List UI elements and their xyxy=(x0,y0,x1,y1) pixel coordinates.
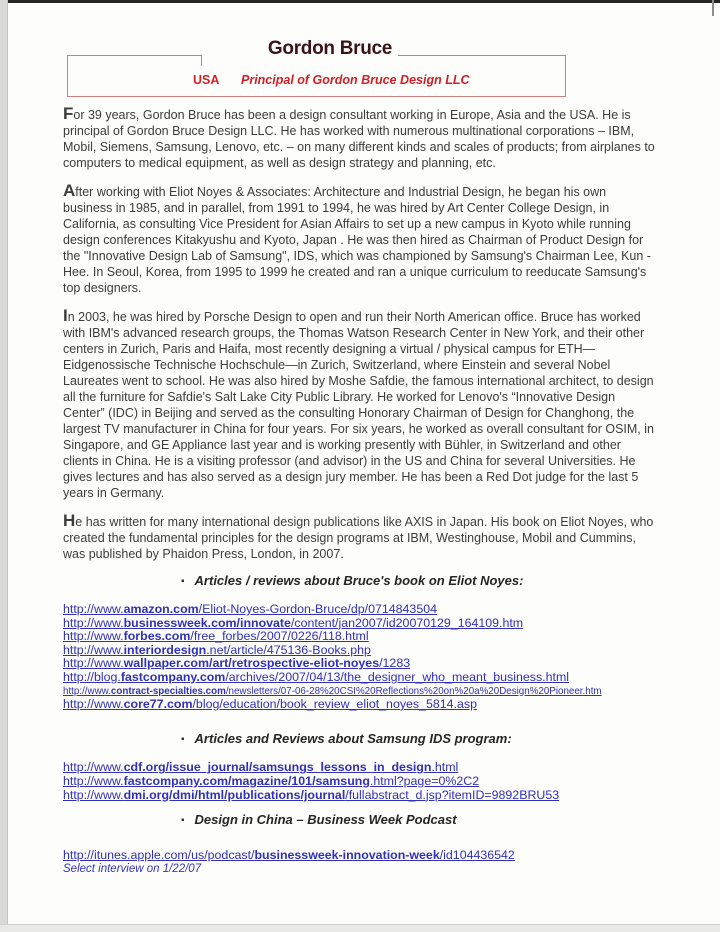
hyperlink[interactable]: http://www.amazon.com/Eliot-Noyes-Gordon-Bruce/dp/0714843504 xyxy=(63,602,437,616)
hyperlink[interactable]: http://www.cdf.org/issue_journal/samsungs_lessons_in_design.html xyxy=(63,760,459,775)
hyperlink[interactable]: http://www.wallpaper.com/art/retrospective-eliot-noyes/1283 xyxy=(63,656,411,671)
hyperlink[interactable]: http://www.core77.com/blog/education/book_review_eliot_noyes_5814.asp xyxy=(63,696,477,711)
paragraph-text: or 39 years, Gordon Bruce has been a design consultant working in Europe, Asia and the USA. He is principal of Gordon Bruce Design LLC. He has worked with numerous multinational corporations – IBM, Mobil, Siemens, Samsung, Lenovo, etc. – on many different kinds and scales of products; from airplanes to computers to medical equipment, as well as design strategy and planning, etc. xyxy=(63,108,655,170)
dropcap-letter: I xyxy=(63,306,68,325)
header xyxy=(63,40,655,105)
paragraph xyxy=(63,182,655,296)
page-title: Gordon Bruce xyxy=(267,38,393,59)
section-heading xyxy=(181,573,655,588)
section-heading xyxy=(181,812,655,827)
hyperlink[interactable]: http://www.dmi.org/dmi/html/publications/journal/fullabstract_d.jsp?itemID=9892BRU53 xyxy=(63,787,560,802)
header-box-border xyxy=(67,55,202,56)
square-bullet-icon: ▪ xyxy=(181,815,185,827)
hyperlink[interactable]: http://blog.fastcompany.com/archives/2007/04/13/the_designer_who_meant_business.html xyxy=(63,669,570,684)
hyperlink[interactable]: http://www.fastcompany.com/magazine/101/samsung.html?page=0%2C2 xyxy=(63,773,480,788)
page-content xyxy=(63,40,655,882)
section-heading-text: Articles / reviews about Bruce's book on Eliot Noyes: xyxy=(194,573,524,588)
scan-edge-left xyxy=(0,0,8,932)
link-section xyxy=(63,573,655,711)
square-bullet-icon: ▪ xyxy=(181,576,185,587)
paragraphs xyxy=(63,105,655,562)
hyperlink[interactable]: http://itunes.apple.com/us/podcast/businessweek-innovation-week/id104436542 xyxy=(63,848,515,863)
header-box-border xyxy=(67,55,68,97)
paragraph-text: e has written for many international design publications like AXIS in Japan. His book on Eliot Noyes, who created the fundamental principles for the design programs at IBM, Westinghouse, Mobil and Cummins, was published by Phaidon Press, London, in 2007. xyxy=(63,515,654,561)
dropcap-letter: A xyxy=(63,181,76,200)
link-section xyxy=(63,731,655,802)
country-label: USA xyxy=(193,73,220,87)
hyperlink[interactable]: http://www.interiordesign.net/article/475136-Books.php xyxy=(63,642,371,657)
header-box-border xyxy=(398,55,566,56)
link-section xyxy=(63,812,655,876)
role-label: Principal of Gordon Bruce Design LLC xyxy=(241,73,470,87)
link-list xyxy=(63,761,655,802)
scan-edge-right-tick xyxy=(712,0,714,16)
paragraph-text: n 2003, he was hired by Porsche Design to open and run their North American office. Bruce has worked with IBM's advanced research groups, the Thomas Watson Research Center in New York, and their other centers in Zurich, Paris and Haifa, most recently designing a virtual / physical campus for ETH—Eidgenossische Technische Hochschule—in Zurich, Switzerland, where Einstein and several Nobel Laureates went to school. He was also hired by Moshe Safdie, the famous international architect, to design all the furniture for Safdie's Salt Lake City Public Library. He worked for Lenovo's “Innovative Design Center” (IDC) in Beijing and served as the consulting Honorary Chairman of Design for Changhong, the largest TV manufacturer in China for four years. For six years, he worked as overall consultant for OSIM, in Singapore, and GE Appliance last year and is working presently with Bühler, in Switzerland and other clients in China. He is a visiting professor (and advisor) in the US and China for several Universities. He gives lectures and has also served as a design jury member. He has been a Red Dot judge for the last 5 years in Germany. xyxy=(63,310,654,500)
dropcap-letter: H xyxy=(63,511,76,530)
section-heading-text: Design in China – Business Week Podcast xyxy=(194,812,457,828)
hyperlink[interactable]: http://www.contract-specialties.com/newsletters/07-06-28%20CSI%20Reflections%20on%20a%20Design%20Pioneer.htm xyxy=(63,685,602,697)
header-box-border xyxy=(565,55,566,97)
section-heading xyxy=(181,731,655,746)
paragraph xyxy=(63,105,655,171)
dropcap-letter: F xyxy=(63,104,74,123)
link-note: Select interview on 1/22/07 xyxy=(63,862,202,875)
header-box-border xyxy=(201,55,202,66)
scan-edge-top xyxy=(0,0,720,3)
paragraph-text: fter working with Eliot Noyes & Associates: Architecture and Industrial Design, he began his own business in 1985, and in parallel, from 1991 to 1994, he was hired by Art Center College Design, in California, as consulting Vice President for Asian Affairs to set up a new campus in Kyoto while running design conferences Kitakyushu and Kyoto, Japan . He was then hired as Chairman of Product Design for the "Innovative Design Lab of Samsung", IDS, which was championed by Samsung's Chairman Lee, Kun - Hee. In Seoul, Korea, from 1995 to 1999 he created and ran a unique curriculum to reeducate Samsung's top designers. xyxy=(63,185,651,295)
section-heading-text: Articles and Reviews about Samsung IDS program: xyxy=(194,731,512,747)
header-box-border xyxy=(67,96,566,97)
square-bullet-icon: ▪ xyxy=(181,734,185,746)
sections xyxy=(63,573,655,876)
link-list xyxy=(63,603,655,711)
link-list xyxy=(63,849,655,863)
scan-edge-bottom xyxy=(0,924,720,932)
hyperlink[interactable]: http://www.forbes.com/free_forbes/2007/0226/118.html xyxy=(63,629,369,644)
paragraph xyxy=(63,307,655,501)
hyperlink[interactable]: http://www.businessweek.com/innovate/content/jan2007/id20070129_164109.htm xyxy=(63,615,524,630)
paragraph xyxy=(63,512,655,562)
